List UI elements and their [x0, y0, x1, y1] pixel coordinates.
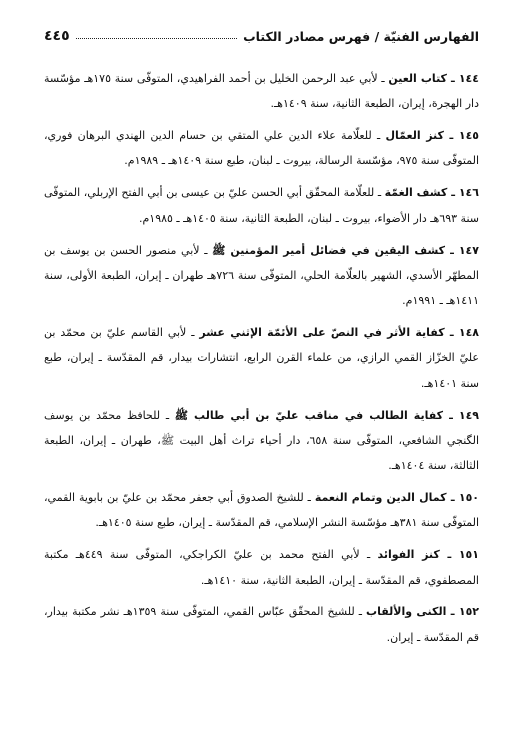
bibliography-entry: ١٤٥ ـ كنز العمّال ـ للعلّامة علاء الدين علي المتقي بن حسام الدين الهندي البرهان فوري، المتوفّى سنة ٩٧٥، مؤسّسة الرسالة، بيروت ـ لبنان، طبع سنة ١٤٠٩هـ ـ ١٩٨٩م.	[44, 129, 480, 168]
entry-number: ١٥٢	[458, 605, 480, 619]
entry-text: للشيخ المحقّق عبّاس القمي، المتوفّى سنة ١٣٥٩هـ نشر مكتبة بيدار، قم المقدّسة ـ إيران.	[44, 605, 479, 644]
dotted-leader	[76, 37, 237, 39]
entry-title: كمال الدين وتمام النعمة	[314, 491, 447, 505]
entry-text: لأبي القاسم عليّ بن محمّد بن عليّ الخزّاز القمي الرازي، من علماء القرن الرابع، انتشارات بيدار، قم المقدّسة ـ إيران، طبع سنة ١٤٠١هـ.	[44, 326, 479, 390]
page-header	[44, 22, 479, 44]
entry-number: ١٥١	[458, 548, 479, 562]
entry-text: للشيخ الصدوق أبي جعفر محمّد بن عليّ بن بابوية القمي، المتوفّى سنة ٣٨١هـ مؤسّسة النشر الإسلامي، قم المقدّسة ـ إيران، طبع سنة ١٤٠٥هـ.	[44, 491, 479, 530]
entry-title: كنز العمّال	[385, 129, 444, 143]
entry-number: ١٤٨	[458, 326, 480, 340]
entry-title: كتاب العين	[388, 72, 447, 85]
entry-title: الكنى والألقاب	[366, 605, 447, 619]
entry-number: ١٥٠	[458, 491, 480, 505]
entry-text: لأبي منصور الحسن بن يوسف بن المطهّر الأسدي، الشهير بالعلّامة الحلي، المتوفّى سنة ٧٢٦هـ طهران ـ إيران، الطبعة الأولى، سنة ١٤١١هـ ـ ١٩٩١م.	[44, 243, 479, 308]
bibliography-entry: ١٤٤ ـ كتاب العين ـ لأبي عبد الرحمن الخليل بن أحمد الفراهيدي، المتوفّى سنة ١٧٥هـ مؤسّسة دار الهجرة، إيران، الطبعة الثانية، سنة ١٤٠٩هـ.	[44, 72, 479, 111]
bibliography-entry: ١٤٩ ـ كفاية الطالب في مناقب عليّ بن أبي طالب ﷺ ـ للحافظ محمّد بن يوسف الگنجي الشافعي، المتوفّى سنة ٦٥٨، دار أحياء تراث أهل البيت ﷺ، طهران ـ إيران، الطبعة الثالثة، سنة ١٤٠٤هـ.	[44, 408, 480, 473]
page-number: ٤٤٥	[44, 28, 70, 44]
running-title: الفهارس الفنيّة / فهرس مصادر الكتاب	[243, 29, 479, 44]
entry-number: ١٤٥	[458, 129, 480, 143]
bibliography-entry: ١٤٧ ـ كشف اليقين في فضائل أمير المؤمنين ﷺ ـ لأبي منصور الحسن بن يوسف بن المطهّر الأسدي، الشهير بالعلّامة الحلي، المتوفّى سنة ٧٢٦هـ طهران ـ إيران، الطبعة الأولى، سنة ١٤١١هـ ـ ١٩٩١م.	[44, 243, 479, 308]
entry-text: للعلّامة علاء الدين علي المتقي بن حسام الدين الهندي البرهان فوري، المتوفّى سنة ٩٧٥، مؤسّسة الرسالة، بيروت ـ لبنان، طبع سنة ١٤٠٩هـ ـ ١٩٨٩م.	[44, 129, 479, 168]
bibliography-list	[44, 66, 479, 657]
bibliography-entry: ١٤٦ ـ كشف الغمّة ـ للعلّامة المحقّق أبي الحسن عليّ بن عيسى بن أبي الفتح الإربلي، المتوفّى سنة ٦٩٣هـ دار الأضواء، بيروت ـ لبنان، الطبعة الثانية، سنة ١٤٠٥هـ ـ ١٩٨٥م.	[44, 186, 479, 225]
entry-title: كفاية الطالب في مناقب عليّ بن أبي طالب ﷺ	[174, 408, 444, 422]
entry-number: ١٤٤	[458, 72, 479, 85]
entry-text: لأبي الفتح محمد بن عليّ الكراجكي، المتوفّى سنة ٤٤٩هـ مكتبة المصطفوي، قم المقدّسة ـ إيران، الطبعة الثانية، سنة ١٤١٠هـ.	[44, 548, 479, 587]
bibliography-entry: ١٥١ ـ كنز الفوائد ـ لأبي الفتح محمد بن عليّ الكراجكي، المتوفّى سنة ٤٤٩هـ مكتبة المصطفوي، قم المقدّسة ـ إيران، الطبعة الثانية، سنة ١٤١٠هـ.	[44, 548, 479, 587]
bibliography-entry: ١٥٢ ـ الكنى والألقاب ـ للشيخ المحقّق عبّاس القمي، المتوفّى سنة ١٣٥٩هـ نشر مكتبة بيدار، قم المقدّسة ـ إيران.	[44, 605, 480, 644]
entry-number: ١٤٧	[458, 243, 479, 257]
entry-number: ١٤٩	[458, 408, 480, 422]
entry-title: كفاية الأثر في النصّ على الأئمّة الإثني عشر	[199, 326, 445, 340]
entry-title: كشف الغمّة	[384, 186, 448, 200]
entry-text: للعلّامة المحقّق أبي الحسن عليّ بن عيسى بن أبي الفتح الإربلي، المتوفّى سنة ٦٩٣هـ دار الأضواء، بيروت ـ لبنان، الطبعة الثانية، سنة ١٤٠٥هـ ـ ١٩٨٥م.	[44, 186, 479, 225]
bibliography-entry: ١٤٨ ـ كفاية الأثر في النصّ على الأئمّة الإثني عشر ـ لأبي القاسم عليّ بن محمّد بن عليّ الخزّاز القمي الرازي، من علماء القرن الرابع، انتشارات بيدار، قم المقدّسة ـ إيران، طبع سنة ١٤٠١هـ.	[44, 326, 480, 390]
entry-text: لأبي عبد الرحمن الخليل بن أحمد الفراهيدي، المتوفّى سنة ١٧٥هـ مؤسّسة دار الهجرة، إيران، الطبعة الثانية، سنة ١٤٠٩هـ.	[44, 72, 479, 111]
entry-title: كنز الفوائد	[377, 548, 440, 562]
entry-text: للحافظ محمّد بن يوسف الگنجي الشافعي، المتوفّى سنة ٦٥٨، دار أحياء تراث أهل البيت ﷺ، طهران ـ إيران، الطبعة الثالثة، سنة ١٤٠٤هـ.	[44, 408, 480, 473]
entry-title: كشف اليقين في فضائل أمير المؤمنين ﷺ	[212, 243, 446, 257]
entry-number: ١٤٦	[458, 186, 479, 200]
bibliography-entry: ١٥٠ ـ كمال الدين وتمام النعمة ـ للشيخ الصدوق أبي جعفر محمّد بن عليّ بن بابوية القمي، المتوفّى سنة ٣٨١هـ مؤسّسة النشر الإسلامي، قم المقدّسة ـ إيران، طبع سنة ١٤٠٥هـ.	[44, 491, 480, 530]
